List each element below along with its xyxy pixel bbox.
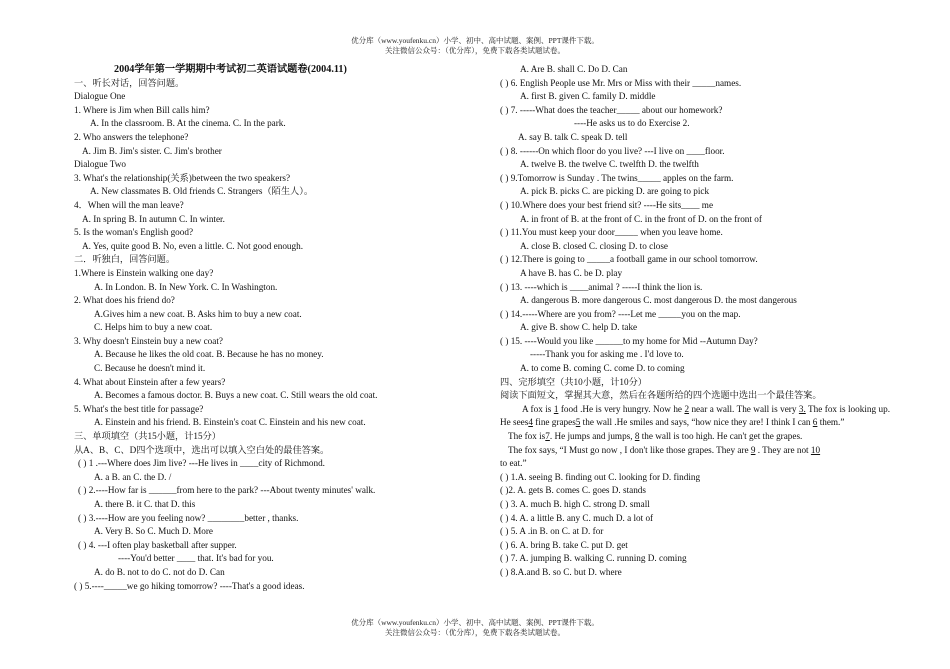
exam-line: ( ) 11.You must keep your door_____ when you leave home. [500, 227, 723, 238]
left-column [74, 63, 474, 593]
exam-line: 阅读下面短文，掌握其大意，然后在各题所给的四个选题中选出一个最佳答案。 [500, 390, 822, 401]
exam-line: A. Yes, quite good B. No, even a little. C. Not good enough. [82, 240, 303, 251]
exam-line: A. there B. it C. that D. this [94, 499, 196, 509]
exam-line: A. In London. B. In New York. C. In Washington. [94, 281, 278, 292]
blank-8: 8 [634, 431, 640, 442]
exam-line: A have B. has C. be D. play [520, 267, 623, 278]
cloze-option-line: ( ) 1.A. seeing B. finding out C. looking for D. finding [500, 471, 701, 482]
cloze-options [500, 471, 890, 580]
exam-line: 4. What about Einstein after a few years? [74, 376, 226, 387]
cloze-option-line: ( ) 8.A.and B. so C. but D. where [500, 566, 622, 577]
exam-line: A. Jim B. Jim's sister. C. Jim's brother [82, 145, 222, 156]
passage-line-says: The fox says, “I Must go now , I don't like those grapes. They are 9 . They are not 10 [508, 444, 821, 455]
exam-line: A.Gives him a new coat. B. Asks him to buy a new coat. [94, 308, 302, 319]
passage-line-end: to eat.” [500, 458, 527, 469]
exam-line: A. to come B. coming C. come D. to coming [520, 363, 685, 374]
exam-line: ( ) 14.-----Where are you from? ----Let me _____you on the map. [500, 308, 741, 319]
exam-line: A. first B. given C. family D. middle [520, 91, 656, 102]
exam-line: C. Because he doesn't mind it. [94, 363, 206, 374]
exam-line: 3. Why doesn't Einstein buy a new coat? [74, 335, 223, 346]
exam-line: A. dangerous B. more dangerous C. most dangerous D. the most dangerous [520, 295, 797, 306]
blank-9: 9 [750, 444, 756, 455]
exam-line: ( ) 3.----How are you feeling now? ________better , thanks. [78, 512, 299, 523]
footer-line-1: 优分库（www.youfenku.cn）小学、初中、高中试题、案例、PPT课件下载。 [351, 618, 599, 627]
exam-line: 2. What does his friend do? [74, 295, 175, 306]
exam-line: A. In the classroom. B. At the cinema. C. In the park. [90, 118, 286, 129]
exam-line: ( ) 15. ----Would you like ______to my home for Mid --Autumn Day? [500, 335, 758, 346]
exam-line: 四、完形填空（共10小题，计10分） [500, 376, 647, 387]
exam-line: 二．听独白，回答问题。 [74, 254, 176, 265]
exam-line: ( ) 1 .---Where does Jim live? ---He lives in ____city of Richmond. [78, 458, 325, 469]
exam-line: 一、听长对话，回答问题。 [74, 77, 185, 88]
exam-line: A. Becomes a famous doctor. B. Buys a new coat. C. Still wears the old coat. [94, 390, 378, 401]
header-line-2: 关注微信公众号：（优分库），免费下载各类试题试卷。 [385, 46, 565, 55]
exam-line: A. twelve B. the twelve C. twelfth D. the twelfth [520, 159, 699, 170]
exam-line: 5. Is the woman's English good? [74, 227, 194, 238]
passage-line-jump: The fox is7. He jumps and jumps, 8 the wall is too high. He can't get the grapes. [508, 431, 803, 442]
exam-line: A. a B. an C. the D. / [94, 471, 172, 482]
exam-line: ( ) 2.----How far is ______from here to the park? ---About twenty minutes' walk. [78, 485, 376, 496]
exam-line: A. give B. show C. help D. take [520, 322, 638, 333]
exam-line: 从A、B、C、D四个选项中，选出可以填入空白处的最佳答案。 [74, 444, 330, 455]
cloze-option-line: ( ) 6. A. bring B. take C. put D. get [500, 539, 628, 550]
exam-line: A. say B. talk C. speak D. tell [518, 131, 628, 142]
blank-6: 6 [812, 417, 818, 428]
blank-5: 5 [575, 417, 581, 428]
exam-line: 1. Where is Jim when Bill calls him? [74, 104, 210, 115]
blank-2: 2 [684, 403, 690, 414]
exam-line: A. pick B. picks C. are picking D. are going to pick [520, 186, 710, 197]
exam-line: A. do B. not to do C. not do D. Can [94, 566, 225, 577]
footer-line-2: 关注微信公众号：（优分库），免费下载各类试题试卷。 [385, 628, 565, 637]
cloze-option-line: ( ) 7. A. jumping B. walking C. running D. coming [500, 553, 687, 564]
exam-line: A. Einstein and his friend. B. Einstein's coat C. Einstein and his new coat. [94, 417, 366, 428]
exam-line: ( ) 10.Where does your best friend sit? ----He sits____ me [500, 199, 714, 210]
exam-line: Dialogue Two [74, 159, 127, 170]
exam-line: A. Very B. So C. Much D. More [94, 526, 214, 537]
exam-line: A. New classmates B. Old friends C. Strangers（陌生人）。 [90, 186, 314, 197]
page-footer [0, 618, 950, 638]
exam-line: ( ) 7. -----What does the teacher_____ about our homework? [500, 104, 723, 115]
exam-line: ( ) 8. ------On which floor do you live? ---I live on ____floor. [500, 145, 725, 156]
exam-line: ( ) 6. English People use Mr. Mrs or Miss with their _____names. [500, 77, 742, 88]
exam-line: A. close B. closed C. closing D. to close [520, 240, 669, 251]
exam-line: A. in front of B. at the front of C. in the front of D. on the front of [520, 213, 762, 224]
exam-line: A. Are B. shall C. Do D. Can [520, 64, 628, 74]
exam-line: ( ) 5.----_____we go hiking tomorrow? ----That's a good ideas. [74, 580, 305, 591]
exam-line: A. Because he likes the old coat. B. Because he has no money. [94, 349, 324, 360]
cloze-option-line: ( )2. A. gets B. comes C. goes D. stands [500, 485, 646, 496]
exam-line: 2004学年第一学期期中考试初二英语试题卷(2004.11) [114, 64, 347, 75]
blank-4: 4 [528, 417, 533, 428]
exam-line: A. In spring B. In autumn C. In winter. [82, 213, 225, 224]
exam-line: 三、单项填空（共15小题，计15分） [74, 431, 221, 442]
exam-line: ( ) 13. ----which is ____animal ? -----I think the lion is. [500, 281, 703, 292]
exam-line: Dialogue One [74, 91, 126, 102]
right-questions [500, 63, 890, 403]
blank-1: 1 [553, 403, 559, 414]
exam-line: 5. What's the best title for passage? [74, 403, 204, 414]
exam-line: ----You'd better ____ that. It's bad for you. [118, 553, 274, 564]
blank-3: 3. [798, 403, 806, 414]
exam-line: -----Thank you for asking me . I'd love to. [530, 349, 684, 360]
exam-line: ( ) 9.Tomorrow is Sunday . The twins_____ apples on the farm. [500, 172, 734, 183]
cloze-passage: A fox is 1 food .He is very hungry. Now he 2 near a wall. The wall is very 3. The fox is looking up. He sees4 fine grapes5 the wall .He smiles and says, “how nice they are! I think I can 6 them.” [500, 403, 890, 428]
blank-7: 7 [545, 431, 550, 442]
right-column [500, 63, 890, 580]
exam-line: 2. Who answers the telephone? [74, 131, 189, 142]
header-line-1: 优分库（www.youfenku.cn）小学、初中、高中试题、案例、PPT课件下载。 [351, 36, 599, 45]
cloze-option-line: ( ) 3. A. much B. high C. strong D. small [500, 499, 650, 509]
exam-line: ----He asks us to do Exercise 2. [574, 118, 690, 129]
page-header [0, 36, 950, 56]
cloze-option-line: ( ) 4. A. a little B. any C. much D. a lot of [500, 512, 654, 523]
exam-line: ( ) 4. ---I often play basketball after supper. [78, 539, 237, 550]
exam-line: 3. What's the relationship(关系)between the two speakers? [74, 172, 291, 183]
exam-line: C. Helps him to buy a new coat. [94, 322, 213, 333]
blank-10: 10 [810, 444, 821, 455]
exam-line: 1.Where is Einstein walking one day? [74, 267, 214, 278]
cloze-option-line: ( ) 5. A .in B. on C. at D. for [500, 526, 604, 537]
exam-line: 4．When will the man leave? [74, 199, 184, 210]
exam-line: ( ) 12.There is going to _____a football game in our school tomorrow. [500, 254, 758, 265]
